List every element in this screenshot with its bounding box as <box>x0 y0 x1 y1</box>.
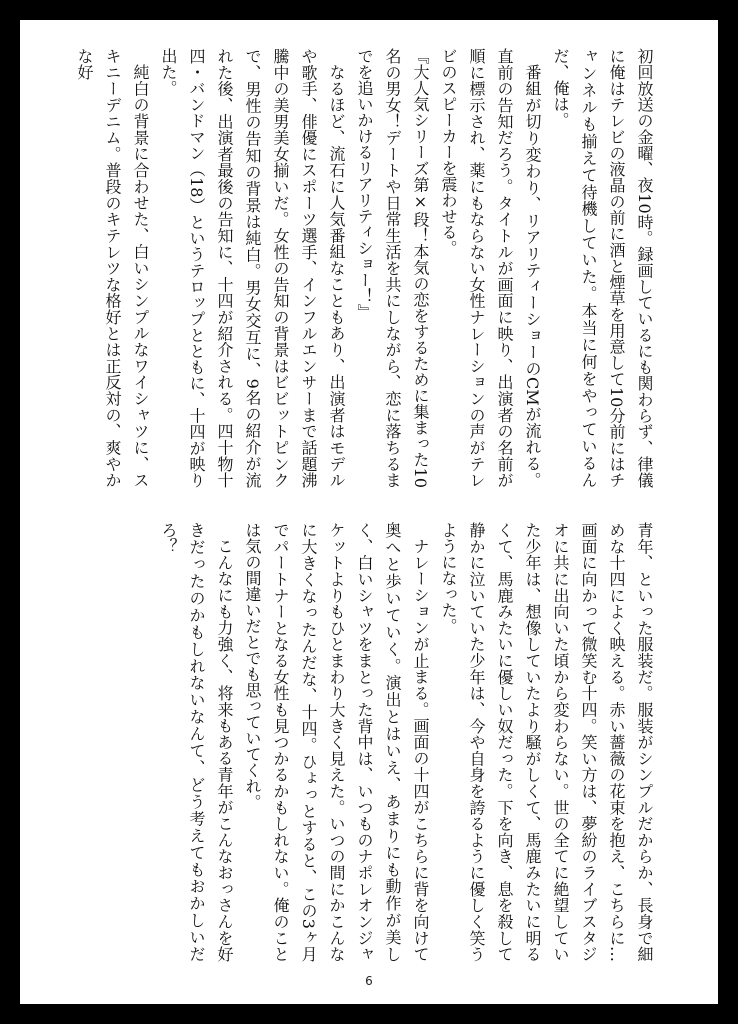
paragraph: なるほど、流石に人気番組なこともあり、出演者はモデルや歌手、俳優にスポーツ選手、インフルエンサーまで話題沸騰中の美男美女揃いだ。女性の告知の背景はビビットピンクで、男性の告知の背景は純白。男女交互に、9名の紹介が流れた後、出演者最後の告知に、十四が紹介される。四十物十四・バンドマン（18）というテロップとともに、十四が映り出た。 <box>159 48 346 488</box>
paragraph: 純白の背景に合わせた、白いシンプルなワイシャツに、スキニーデニム。普段のキテレツな格好とは正反対の、爽やかな好 <box>75 48 150 488</box>
paragraph: ナレーションが止まる。画面の十四がこちらに背を向けて奥へと歩いていく。演出とはいえ、あまりにも動作が美しく、白いシャツをまとった背中は、いつものナポレオンジャケットよりもひとまわり大きく見えた。いつの間にかこんなに大きくなったんだな、十四。ひょっとすると、この3ヶ月でパートナーとなる女性も見つかるかもしれない。俺のことは気の間違いだとでも思っていてくれ。 <box>243 522 430 963</box>
document-page <box>20 20 718 1004</box>
bottom-text-block <box>78 522 658 962</box>
paragraph: こんなにも力強く、将来もある青年がこんなおっさんを好きだったのかもしれないなんて、どう考えてもおかしいだろ？ <box>159 522 234 962</box>
page-number: 6 <box>365 974 373 988</box>
top-text-block <box>75 48 658 489</box>
paragraph: 青年、といった服装だ。服装がシンプルだからか、長身で細めな十四によく映える。赤い薔薇の花束を抱え、こちらに…画面に向かって微笑む十四。笑い方は、夢紛のライブスタジオに共に出向いた頃から変わらない。世の全てに絶望していた少年は、想像していたより騒がしくて、馬鹿みたいに明るくて、馬鹿みたいに優しい奴だった。下を向き、息を殺して静かに泣いていた少年は、今や自身を誇るように優しく笑うようになった。 <box>439 522 654 962</box>
paragraph: 初回放送の金曜、夜10時。録画しているにも関わらず、律儀に俺はテレビの液晶の前に酒と煙草を用意して10分前にはチャンネルも揃えて待機していた。本当に何をやっているんだ、俺は。 <box>551 48 654 488</box>
paragraph: 『大人気シリーズ第×段！本気の恋をするために集まった10名の男女！デートや日常生活を共にしながら、恋に落ちるまでを追いかけるリアリティショー！』 <box>355 48 430 488</box>
paragraph: 番組が切り変わり、リアリティーショーのCMが流れる。直前の告知だろう。タイトルが画面に映り、出演者の名前が順に標示され、薬にもならない女性ナレーションの声がテレビのスピーカーを震わせる。 <box>439 48 542 489</box>
